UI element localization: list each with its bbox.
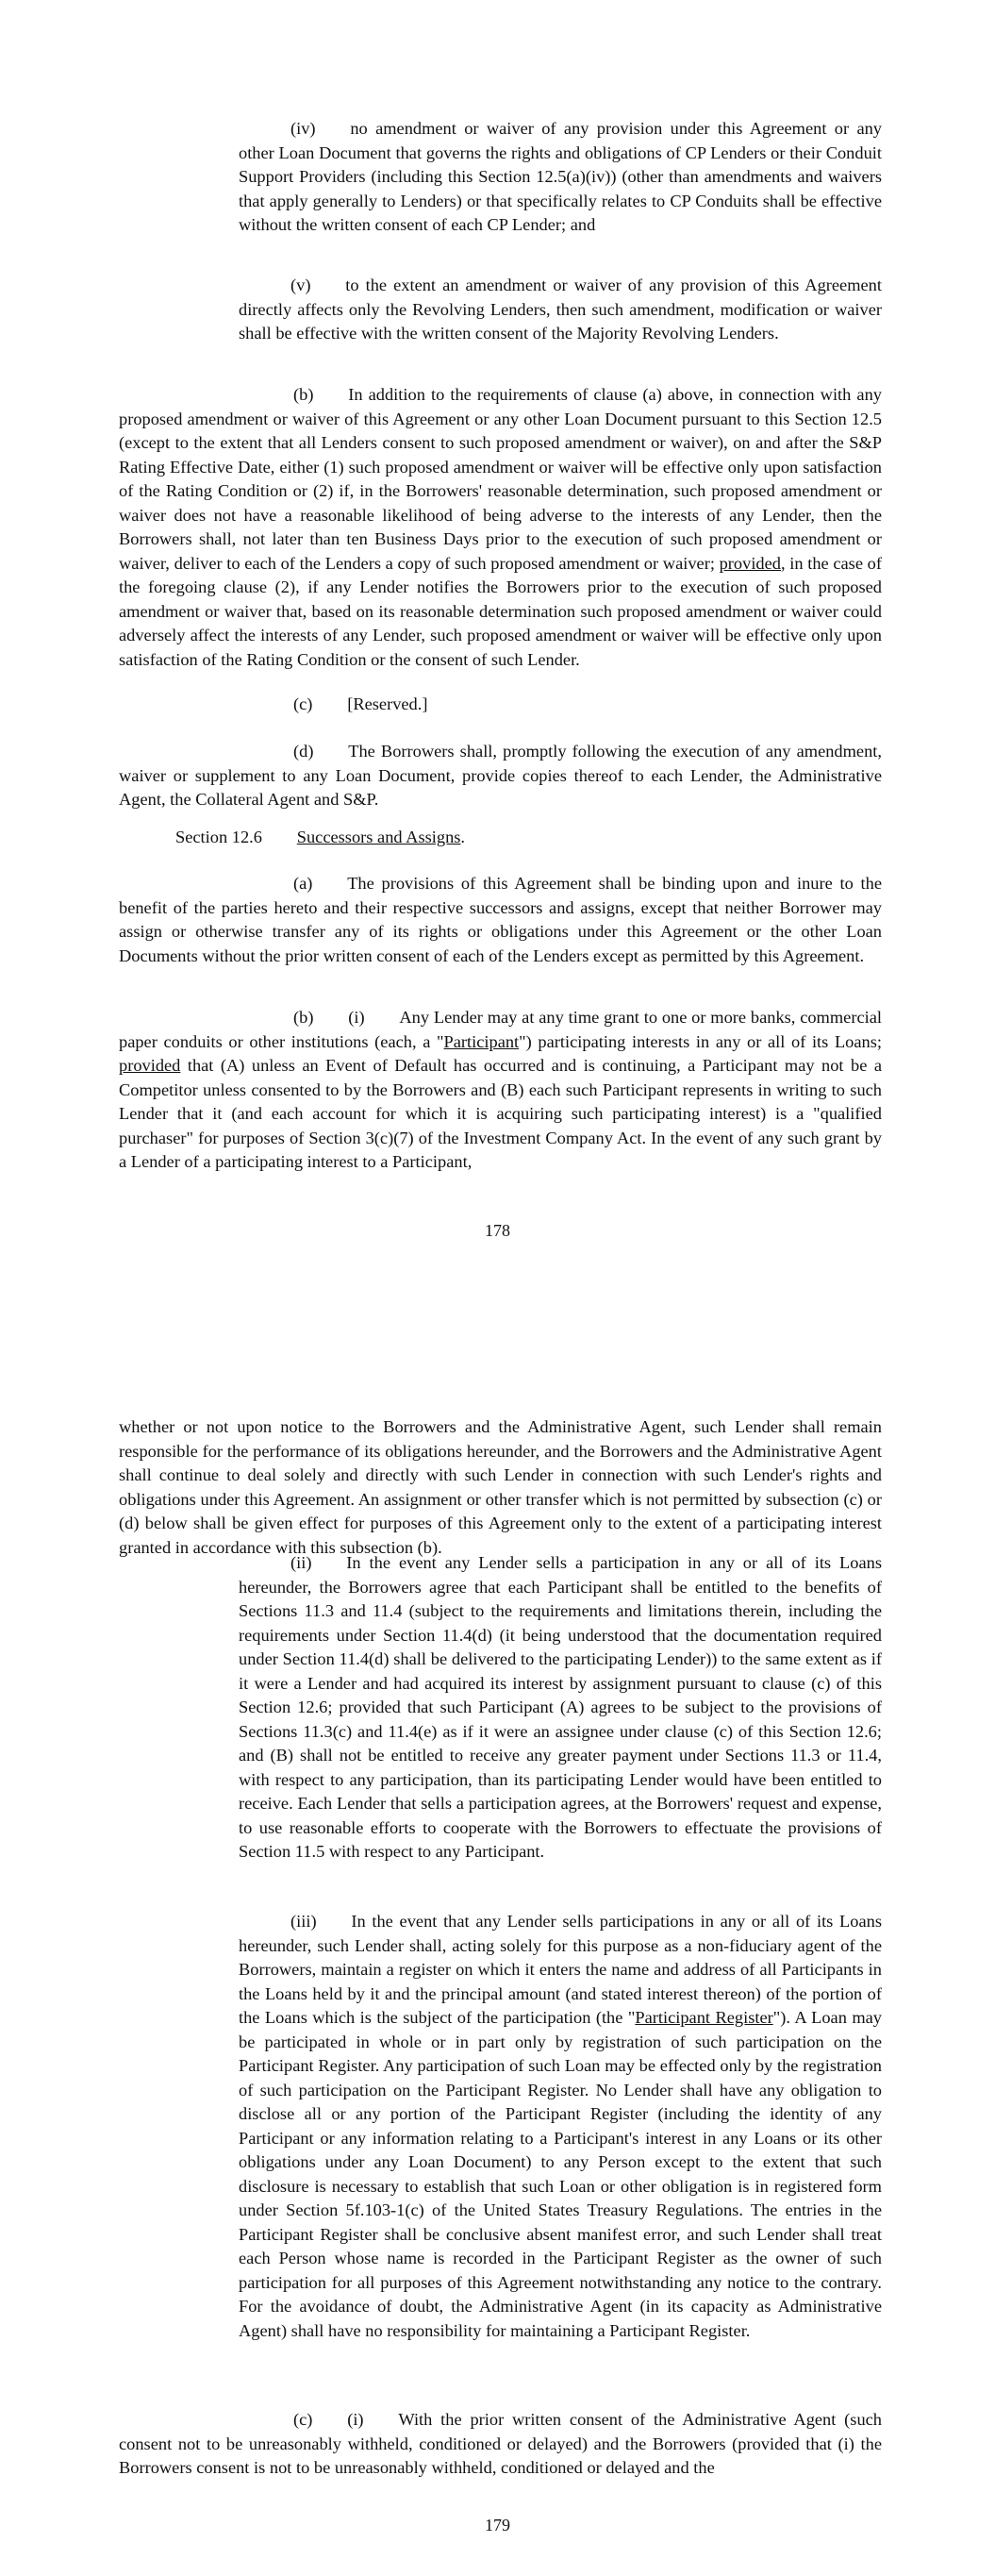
provided-term-2: provided (119, 1056, 181, 1075)
paragraph-b (119, 383, 882, 672)
paragraph-c-i-text: (c) (i) With the prior written consent of the Administrative Agent (such consent not to be unreasonably withheld, conditioned or delayed) and the Borrowers (provided that (i) the Borrowers consent is not to be unreasonably withheld, conditioned or delayed and the (119, 2410, 882, 2477)
clause-v-text: (v) to the extent an amendment or waiver of any provision of this Agreement directly affects only the Revolving Lenders, then such amendment, modification or waiver shall be effective with the written consent of the Majority Revolving Lenders. (239, 276, 882, 343)
paragraph-b-i (119, 1006, 882, 1175)
participant-register-term: Participant Register (635, 2008, 773, 2027)
provided-term: provided (719, 553, 781, 573)
paragraph-d-text: (d) The Borrowers shall, promptly following the execution of any amendment, waiver or supplement to any Loan Document, provide copies thereof to each Lender, the Administrative Agent, the Collateral Agent and S&P. (119, 742, 882, 809)
paragraph-a (119, 872, 882, 968)
paragraph-c (119, 693, 882, 717)
paragraph-b-i-text-2: ") participating interests in any or all of its Loans; (519, 1031, 882, 1051)
clause-iv (239, 117, 882, 238)
paragraph-c-i (119, 2408, 882, 2481)
section-number: Section 12.6 (175, 828, 297, 846)
paragraph-b-continued-text: whether or not upon notice to the Borrowers and the Administrative Agent, such Lender shall remain responsible for the performance of its obligations hereunder, and the Borrowers and the Administrative Agent shall continue to deal solely and directly with such Lender in connection with such Lender's rights and obligations under this Agreement. An assignment or other transfer which is not permitted by subsection (c) or (d) below shall be given effect for purposes of this Agreement only to the extent of a participating interest granted in accordance with this subsection (b). (119, 1417, 882, 1557)
clause-ii (239, 1551, 882, 1865)
paragraph-d (119, 740, 882, 812)
clause-ii-text: (ii) In the event any Lender sells a participation in any or all of its Loans hereunder, the Borrowers agree that each Participant shall be entitled to the benefits of Sections 11.3 and 11.4 (subject to the requirements and limitations therein, including the requirements under Section 11.4(d) (it being understood that the documentation required under Section 11.4(d) shall be delivered to the participating Lender)) to the same extent as if it were a Lender and had acquired its interest by assignment pursuant to clause (c) of this Section 12.6; provided that such Participant (A) agrees to be subject to the provisions of Sections 11.3(c) and 11.4(e) as if it were an assignee under clause (c) of this Section 12.6; and (B) shall not be entitled to receive any greater payment under Sections 11.3 or 11.4, with respect to any participation, than its participating Lender would have been entitled to receive. Each Lender that sells a participation agrees, at the Borrowers' request and expense, to use reasonable efforts to cooperate with the Borrowers to effectuate the provisions of Section 11.5 with respect to any Participant. (239, 1553, 882, 1861)
page-number: 178 (485, 1221, 510, 1240)
section-heading (119, 826, 882, 850)
paragraph-b-i-text: (b) (i) Any Lender may at any time grant to one or more banks, commercial paper conduits or other institutions (each, a " (119, 1008, 882, 1051)
page-number: 179 (485, 2516, 510, 2534)
page-179 (0, 1293, 995, 2576)
clause-v (239, 274, 882, 346)
clause-iii (239, 1910, 882, 2343)
section-period: . (460, 828, 466, 846)
paragraph-b-text: (b) In addition to the requirements of clause (a) above, in connection with any proposed amendment or waiver of this Agreement or any other Loan Document pursuant to this Section 12.5 (except to the extent that all Lenders consent to such proposed amendment or waiver), on and after the S&P Rating Effective Date, either (1) such proposed amendment or waiver will be effective only upon satisfaction of the Rating Condition or (2) if, in the Borrowers' reasonable determination, such proposed amendment or waiver does not have a reasonable likelihood of being adverse to the interests of any Lender, then the Borrowers shall, not later than ten Business Days prior to the execution of such proposed amendment or waiver, deliver to each of the Lenders a copy of such proposed amendment or waiver; (119, 385, 882, 573)
paragraph-a-text: (a) The provisions of this Agreement shall be binding upon and inure to the benefit of the parties hereto and their respective successors and assigns, except that neither Borrower may assign or otherwise transfer any of its rights or obligations under this Agreement or the other Loan Documents without the prior written consent of each of the Lenders except as permitted by this Agreement. (119, 874, 882, 965)
paragraph-b-i-text-3: that (A) unless an Event of Default has occurred and is continuing, a Participant may not be a Competitor unless consented to by the Borrowers and (B) each such Participant represents in writing to such Lender that it (and each account for which it is acquiring such participating interest) is a "qualified purchaser" for purposes of Section 3(c)(7) of the Investment Company Act. In the event of any such grant by a Lender of a participating interest to a Participant, (119, 1056, 882, 1171)
paragraph-c-text: (c) [Reserved.] (293, 694, 428, 713)
clause-iii-text-2: "). A Loan may be participated in whole or in part only by registration of such participation on the Participant Register. Any participation of such Loan may be effected only by the registration of such participation on the Participant Register. No Lender shall have any obligation to disclose all or any portion of the Participant Register (including the identity of any Participant or any information relating to a Participant's interest in any Loans or its other obligations under any Loan Document) to any Person except to the extent that such disclosure is necessary to establish that such Loan or other obligation is in registered form under Section 5f.103-1(c) of the United States Treasury Regulations. The entries in the Participant Register shall be conclusive absent manifest error, and such Lender shall treat each Person whose name is recorded in the Participant Register as the owner of such participation for all purposes of this Agreement notwithstanding any notice to the contrary. For the avoidance of doubt, the Administrative Agent (in its capacity as Administrative Agent) shall have no responsibility for maintaining a Participant Register. (239, 2008, 882, 2340)
paragraph-b-text-cont: , in the case of the foregoing clause (2), if any Lender notifies the Borrowers prior to the execution of such proposed amendment or waiver that, based on its reasonable determination such proposed amendment or waiver could adversely affect the interests of any Lender, such proposed amendment or waiver will be effective only upon satisfaction of the Rating Condition or the consent of such Lender. (119, 553, 882, 669)
clause-iii-text: (iii) In the event that any Lender sells participations in any or all of its Loans hereunder, such Lender shall, acting solely for this purpose as a non-fiduciary agent of the Borrowers, maintain a register on which it enters the name and address of all Participants in the Loans held by it and the principal amount (and stated interest thereon) of the portion of the Loans which is the subject of the participation (the " (239, 1912, 882, 2027)
participant-term: Participant (443, 1031, 520, 1051)
paragraph-b-continued (119, 1415, 882, 1560)
section-title: Successors and Assigns (296, 828, 461, 846)
clause-iv-text: (iv) no amendment or waiver of any provision under this Agreement or any other Loan Document that governs the rights and obligations of CP Lenders or their Conduit Support Providers (including this Section 12.5(a)(iv)) (other than amendments and waivers that apply generally to Lenders) or that specifically relates to CP Conduits shall be effective without the written consent of each CP Lender; and (239, 119, 882, 234)
